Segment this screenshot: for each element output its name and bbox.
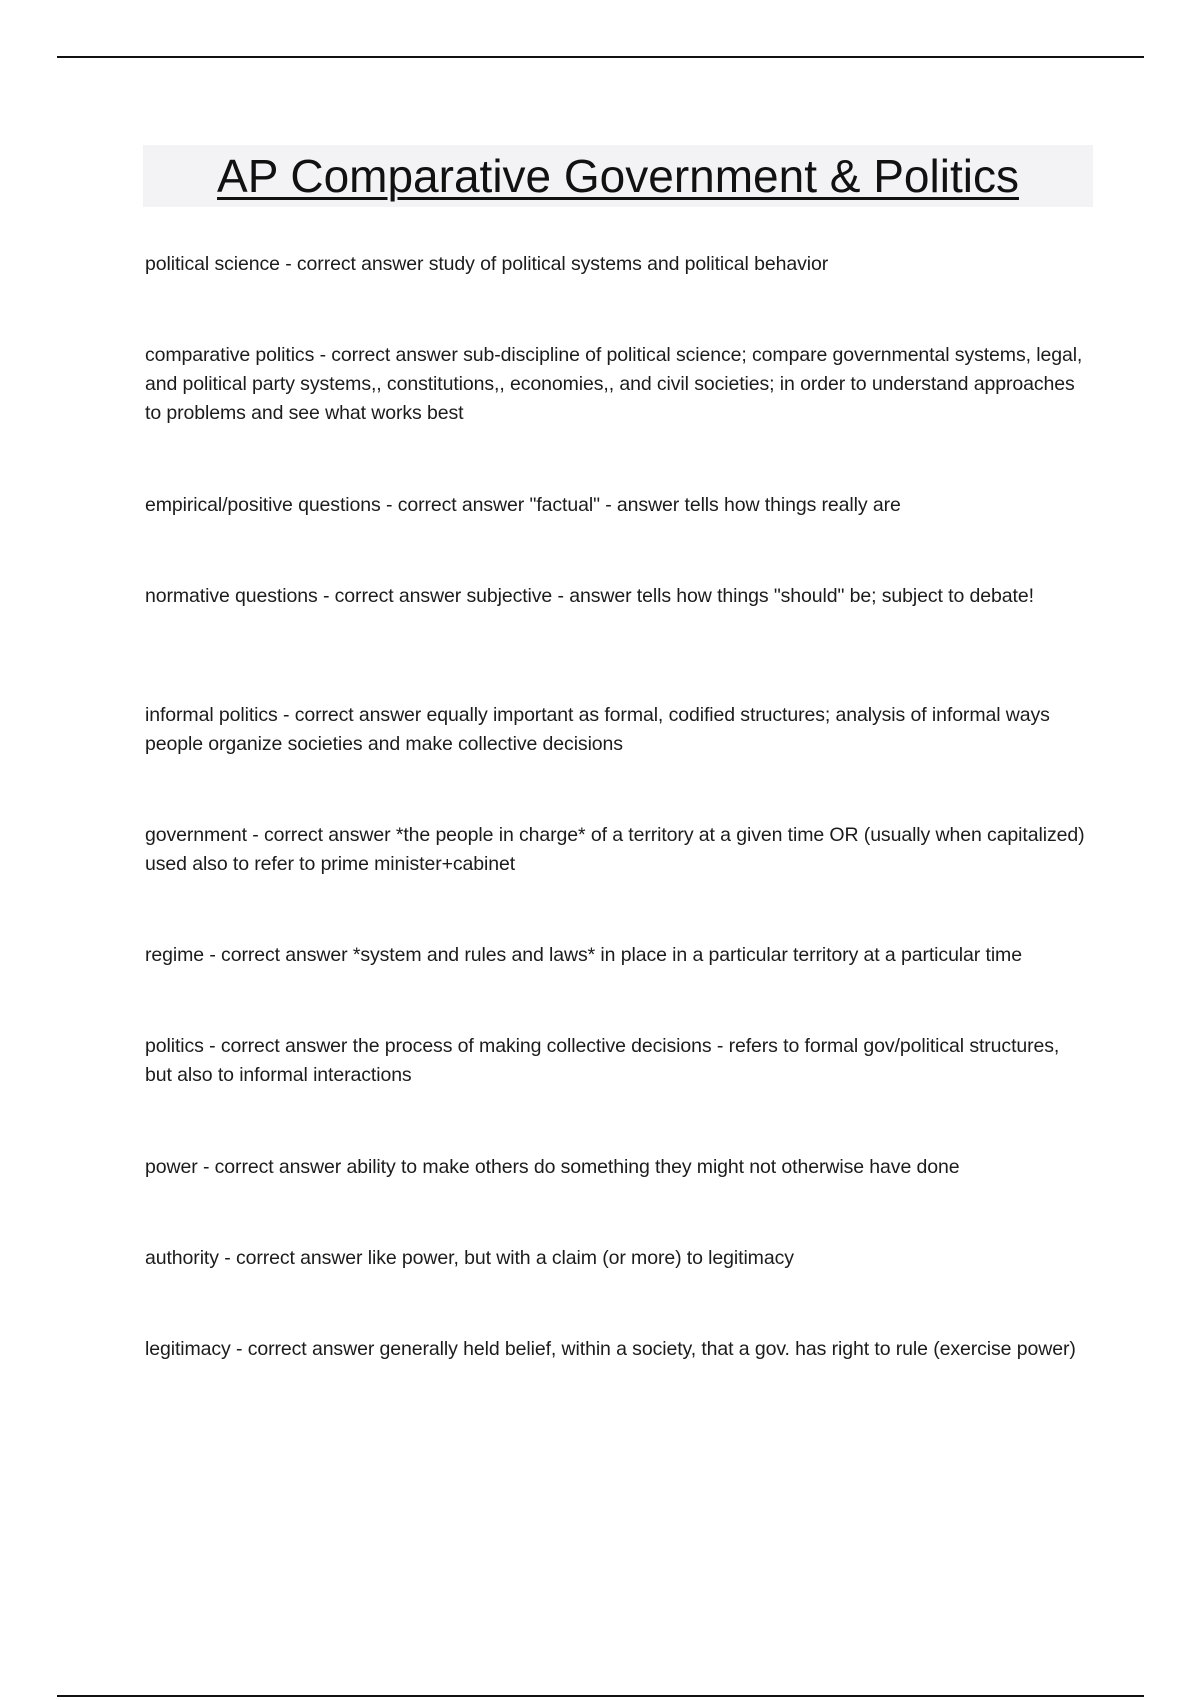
page-title: AP Comparative Government & Politics xyxy=(217,150,1019,202)
flashcard-entry xyxy=(145,341,1085,428)
entry-separator: correct answer xyxy=(296,253,424,275)
entry-separator: correct answer xyxy=(331,344,458,366)
entry-separator: correct answer xyxy=(294,704,422,726)
entry-separator: correct answer xyxy=(334,585,462,607)
entry-definition: like power, but with a claim (or more) to legitimacy xyxy=(367,1247,794,1269)
entry-term: legitimacy - xyxy=(145,1338,248,1360)
flashcard-entry xyxy=(145,491,1085,520)
flashcard-entry xyxy=(145,1335,1085,1364)
entry-definition: study of political systems and political behavior xyxy=(428,253,829,275)
entry-separator: correct answer xyxy=(397,494,525,516)
entry-term: regime - xyxy=(145,944,221,966)
entry-separator: correct answer xyxy=(220,1035,348,1057)
flashcard-entry xyxy=(145,250,1085,279)
entry-separator: correct answer xyxy=(235,1247,363,1269)
entry-separator: correct answer xyxy=(247,1338,375,1360)
entry-definition: the process of making collective decisions - refers to formal gov/political structures, but also to informal interactions xyxy=(145,1035,1060,1086)
entry-definition: generally held belief, within a society, that a gov. has right to rule (exercise power) xyxy=(379,1338,1076,1360)
entry-definition: "factual" - answer tells how things really are xyxy=(529,494,901,516)
top-rule xyxy=(57,56,1144,58)
entry-term: empirical/positive questions - xyxy=(145,494,398,516)
entry-separator: correct answer xyxy=(214,1156,342,1178)
entry-definition: subjective - answer tells how things "should" be; subject to debate! xyxy=(466,585,1034,607)
entry-term: politics - xyxy=(145,1035,221,1057)
entry-term: government - xyxy=(145,824,264,846)
entry-separator: correct answer xyxy=(221,944,348,966)
entry-term: comparative politics - xyxy=(145,344,331,366)
entry-definition: *the people in charge* of a territory at a given time OR (usually when capitalized) used also to refer to prime minister+cabinet xyxy=(145,824,1085,875)
flashcard-entry xyxy=(145,821,1085,879)
entry-term: normative questions - xyxy=(145,585,335,607)
entry-definition: equally important as formal, codified structures; analysis of informal ways people organize societies and make collective decisions xyxy=(145,704,1050,755)
entry-definition: *system and rules and laws* in place in a particular territory at a particular time xyxy=(352,944,1022,966)
entry-definition: ability to make others do something they might not otherwise have done xyxy=(346,1156,960,1178)
entry-term: authority - xyxy=(145,1247,236,1269)
entry-definition: sub-discipline of political science; compare governmental systems, legal, and political party systems,, constitutions,, economies,, and civil societies; in order to understand approaches to problems and see what works best xyxy=(145,344,1083,424)
flashcard-entry xyxy=(145,1153,1085,1182)
flashcard-entry xyxy=(145,1244,1085,1273)
entry-term: power - xyxy=(145,1156,215,1178)
entry-term: informal politics - xyxy=(145,704,295,726)
bottom-rule xyxy=(57,1695,1144,1697)
title-banner xyxy=(143,145,1093,207)
flashcard-entry xyxy=(145,1032,1085,1090)
flashcard-entry xyxy=(145,701,1085,759)
flashcard-entry xyxy=(145,582,1085,611)
entry-term: political science - xyxy=(145,253,297,275)
flashcard-entry xyxy=(145,941,1105,970)
entry-separator: correct answer xyxy=(264,824,391,846)
